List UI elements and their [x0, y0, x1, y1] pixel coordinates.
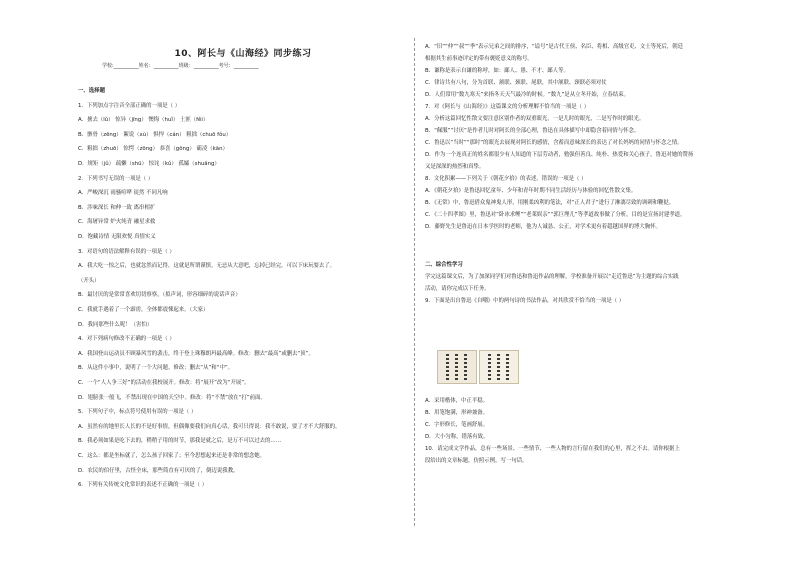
question-line: 根据其生前事迹评定的带有褒贬意义的称号。: [425, 56, 533, 62]
question-line: D．人们常用“数九寒天”来指冬天天气最冷的时候。“数九”是从立冬开始，立春结束。: [425, 92, 629, 98]
question-line: A．严峻深沉 雨骚喧哗 徒然 不同凡响: [78, 190, 168, 197]
question-line: C．《二十四孝图》里，鲁迅对“卧冰求鲤”“老莱娱亲”“郭巨埋儿”等孝道故事做了分析，目的是宣扬封建孝道。: [425, 212, 686, 218]
question-line: 4．对下列病句修改不正确的一项是（ ）: [78, 336, 175, 343]
calligraphy-panel-left: [437, 350, 477, 384]
question-line: 6．下列有关传统文化常识的表述不正确的一项是（ ）: [78, 482, 208, 489]
question-line: B．谦称是表示自谦的称呼，如：鄙人、愚、不才、鄙人等。: [425, 68, 569, 74]
question-line: D．藤野先生是鲁迅在日本学医时的老师，他为人诚恳、公正，对学术更有着超越国界的博大胸怀。: [425, 224, 661, 230]
question-line: D．我同那些什么呢！（害怕）: [78, 321, 153, 328]
question-line: 2．下列书写无误的一项是（ ）: [78, 175, 154, 182]
question-line: （开头）: [78, 277, 100, 284]
question-line: B．“佩服”“讨厌”是作者儿时对阿长的全部心理，鲁迅在具体描写中却隐含着同情与怀念。: [425, 128, 640, 134]
question-line: A．虽然有的地里长人长的不是好事情，但偶像要我们向真心话，我可只得说：我不敢说，要了才不大舒服的。: [78, 423, 341, 430]
calligraphy-panel-right: [479, 350, 519, 384]
question-line: B．最讨厌的是常常喜欢切切察察，（拟声词，形容细碎的说话声音）: [78, 292, 241, 299]
question-line: 10．请完成文学作品，总有一些场景、一些情节、一些人物的言行留在我们的心里，挥之不去。请你根据上: [425, 446, 680, 452]
question-line: 8．文化积累——下列关于《朝花夕拾》的表述，错误的一项是（ ）: [425, 176, 587, 182]
document-title: 10、阿长与《山海经》同步练习: [174, 49, 312, 59]
question-line: D．规矩（jǔ） 疏懒（shū） 惊诧（kǔ） 孤孀（shuāng）: [78, 161, 220, 167]
question-line: A．我国登山运动员不顾暴风雪的袭击，终于登上珠穆朗玛最高峰。修改：删去“最高”或删去“顶”。: [78, 350, 314, 357]
question-line: 7．对《阿长与《山海经》》这篇课文的分析理解不恰当的一项是（ ）: [425, 104, 590, 110]
question-line: C．一个“人人争三好”的活动在我校展开。修改：将“展开”改为“开展”。: [78, 380, 250, 386]
question-line: 9．下面是出自鲁迅《自嘲》中的两句诗的书法作品，对其欣赏不恰当的一项是（ ）: [425, 298, 625, 304]
question-line: D．饱藏诗情 无限欢悦 真情实义: [78, 234, 156, 240]
question-line: C．这么：都是坐标就了，怎么孩子回家了；至今思想起来还是非常的想念她。: [78, 453, 266, 459]
student-info-line: 学校:__________姓名：__________班级：__________考号：__________: [102, 63, 259, 69]
section-heading: 一、选择题: [78, 88, 105, 94]
question-line: B．从这件小事中，说明了一个大问题。修改：删去“从”和“中”。: [78, 365, 234, 372]
question-line: C．我就手遇着了一个霹雳，全体都震悚起来。（大家）: [78, 307, 209, 313]
question-line: A．分析这篇回忆性散文要注意区别作者的双重眼光，一是儿时的眼光，二是写作时的眼光。: [425, 116, 645, 122]
question-line: D．翅膀张一般飞，不禁出现在中国的天空中。修改：将“不禁”放在“打”前面。: [78, 394, 266, 401]
question-line: 5．下列句子中，标点符号使用有误的一项是（ ）: [78, 409, 197, 416]
question-line: D．农民的伯仔里，古怪全床，那些简直有可厌的了，倒迈说我教。: [78, 467, 239, 474]
question-line: C．粗拙（zhuō） 惊愕（zōng） 恭喜（gōng） 霸凌（kān）: [78, 146, 228, 153]
question-line: A．采用楷体，中正平稳。: [425, 398, 488, 404]
column-divider: [414, 38, 415, 526]
question-line: 又是深深的热烈和真挚。: [425, 164, 485, 170]
question-line: 1．下列加点字注音全部正确的一项是（ ）: [78, 102, 181, 109]
question-line: C．海屠异常 炉火纯青 融星求救: [78, 219, 156, 226]
question-line: C．字形修长，笔画舒展。: [425, 422, 489, 428]
question-line: A．《朝花夕拾》是鲁迅回忆童年、少年和青年时期不同生活经历与体验的回忆性散文集。: [425, 188, 637, 194]
question-line: 段给出的文章标题，仿照示例，写一句话。: [425, 458, 528, 464]
question-line: 3．对语句的语法解释有误的一项是（ ）: [78, 248, 175, 255]
question-line: B．骸骨（zēng） 絮说（xù） 惧悍（cán） 粗拙（chuō fǒu）: [78, 131, 232, 138]
question-line: C．律诗共有八句，分为首联、颔联、颈联、尾联，其中颔联、颈联必须对仗: [425, 80, 607, 86]
question-line: D．作为一个连真正的姓名都很少有人知道的下层劳动者，勉强但善良、纯朴、热爱和关心孩子，鲁迅对她的赞扬: [425, 152, 694, 158]
question-line: 活动，请你完成以下任务。: [425, 286, 490, 292]
question-line: B．《无常》中，鲁迅借众鬼神鬼人形，用刚柔凶利的笔法，对“正人君子”进行了淋漓尽致的讽刺和鞭挞。: [425, 200, 675, 206]
question-line: C．鲁迅以“当时”“那时”的眼光去展现对阿长的感情，含蓄而意味深长的表达了对长妈妈的同情与怀念之情。: [425, 140, 683, 146]
question-line: A．我大吃一惊之后，也就忿然而记得，这就是所谓谨慎，无忌从大意吧，忘掉已经完，可以下床玩耍去了。: [78, 263, 336, 270]
calligraphy-image-icon: [437, 350, 517, 382]
section-heading: 二、综合性学习: [425, 262, 463, 268]
question-line: B．用笔饱满，形神兼备。: [425, 410, 488, 416]
question-line: 学完这篇课文后，为了加深同学们对鲁迅和鲁迅作品的理解，学校准备开展以“走近鲁迅”为主题的综合实践: [425, 274, 679, 280]
question-line: A．“旧”“仲”“叔”“季”表示兄弟之间的排序，“谥号”是古代王侯、名臣、将相、高级官吏、文士等死后，朝廷: [425, 44, 684, 50]
question-line: B．我必须如果是吃下去的，稍稍子用的时节，那我是就之后，是万不可以过去的……: [78, 438, 282, 445]
question-line: D．大小匀称，错落有致。: [425, 434, 489, 440]
question-line: A．掳去（lǔ） 惊异（jīng） 懊悔（huǐ） 土匪（fěi）: [78, 117, 209, 124]
question-line: B．涉味深长 和伸一致 离串相扩: [78, 204, 156, 211]
